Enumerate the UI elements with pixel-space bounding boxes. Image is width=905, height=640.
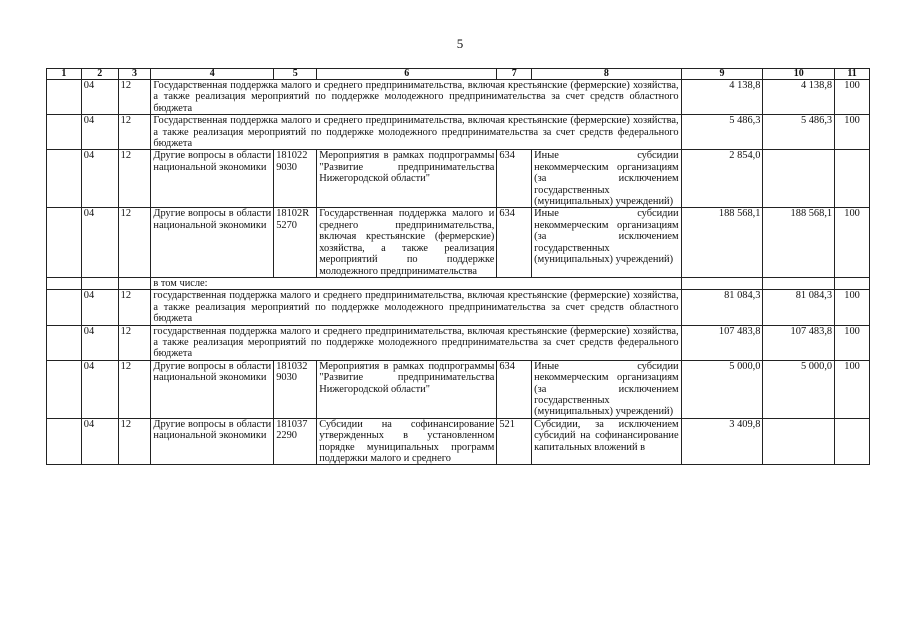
- cell-percent: 100: [835, 80, 870, 115]
- page-number: 5: [456, 36, 464, 51]
- header-col-10: 10: [763, 69, 835, 80]
- cell-percent: 100: [835, 208, 870, 277]
- header-col-3: 3: [118, 69, 151, 80]
- cell-planned: 4 138,8: [681, 80, 763, 115]
- cell-subsection: 12: [118, 418, 151, 465]
- cell-subsection: [118, 277, 151, 289]
- cell-subsection: 12: [118, 208, 151, 277]
- table-row: [47, 208, 870, 277]
- cell-actual: 4 138,8: [763, 80, 835, 115]
- cell-section: 04: [81, 80, 118, 115]
- cell-expense-code: 634: [497, 150, 532, 208]
- cell-col-1: [47, 418, 82, 465]
- cell-section: 04: [81, 360, 118, 418]
- cell-expense-code: 634: [497, 360, 532, 418]
- cell-subsection: 12: [118, 360, 151, 418]
- cell-section-name: Другие вопросы в области национальной экономики: [151, 150, 274, 208]
- cell-subsection: 12: [118, 290, 151, 325]
- cell-planned: 5 486,3: [681, 115, 763, 150]
- cell-percent: [835, 150, 870, 208]
- cell-col-1: [47, 290, 82, 325]
- cell-percent: 100: [835, 325, 870, 360]
- cell-col-1: [47, 150, 82, 208]
- cell-subsection: 12: [118, 80, 151, 115]
- cell-percent: [835, 418, 870, 465]
- cell-expense-code: 521: [497, 418, 532, 465]
- cell-planned: [681, 277, 763, 289]
- header-col-7: 7: [497, 69, 532, 80]
- cell-description: государственная поддержка малого и среднего предпринимательства, включая крестьянские (фермерские) хозяйства, а также реализация мероприятий по поддержке молодежного предпринимательства за счет средств федерального бюджета: [151, 325, 681, 360]
- cell-col-1: [47, 208, 82, 277]
- cell-percent: 100: [835, 360, 870, 418]
- header-col-9: 9: [681, 69, 763, 80]
- cell-expense-name: Иные субсидии некоммерческим организациям (за исключением государственных (муниципальных) учреждений): [532, 208, 681, 277]
- cell-actual: [763, 277, 835, 289]
- cell-planned: 5 000,0: [681, 360, 763, 418]
- header-col-2: 2: [81, 69, 118, 80]
- cell-target-name: Субсидии на софинансирование утвержденных в установленном порядке муниципальных программ поддержки малого и среднего: [317, 418, 497, 465]
- cell-section-name: Другие вопросы в области национальной экономики: [151, 208, 274, 277]
- including-label: в том числе:: [151, 277, 681, 289]
- table-row: [47, 80, 870, 115]
- cell-percent: 100: [835, 115, 870, 150]
- cell-actual: 5 486,3: [763, 115, 835, 150]
- cell-actual: 5 000,0: [763, 360, 835, 418]
- cell-section-name: Другие вопросы в области национальной экономики: [151, 360, 274, 418]
- header-col-6: 6: [317, 69, 497, 80]
- cell-col-1: [47, 277, 82, 289]
- cell-target-code: 181022 9030: [274, 150, 317, 208]
- cell-actual: [763, 418, 835, 465]
- table-row: [47, 418, 870, 465]
- header-col-5: 5: [274, 69, 317, 80]
- cell-target-code: 18102R 5270: [274, 208, 317, 277]
- cell-subsection: 12: [118, 115, 151, 150]
- table-row-subheading: [47, 277, 870, 289]
- cell-expense-name: Иные субсидии некоммерческим организациям (за исключением государственных (муниципальных) учреждений): [532, 360, 681, 418]
- cell-expense-code: 634: [497, 208, 532, 277]
- cell-col-1: [47, 115, 82, 150]
- cell-section-name: Другие вопросы в области национальной экономики: [151, 418, 274, 465]
- cell-section: 04: [81, 325, 118, 360]
- cell-section: 04: [81, 115, 118, 150]
- cell-expense-name: Иные субсидии некоммерческим организациям (за исключением государственных (муниципальных) учреждений): [532, 150, 681, 208]
- cell-target-code: 181032 9030: [274, 360, 317, 418]
- header-col-1: 1: [47, 69, 82, 80]
- cell-subsection: 12: [118, 150, 151, 208]
- cell-section: [81, 277, 118, 289]
- cell-section: 04: [81, 208, 118, 277]
- cell-col-1: [47, 80, 82, 115]
- header-col-8: 8: [532, 69, 681, 80]
- cell-actual: 107 483,8: [763, 325, 835, 360]
- cell-section: 04: [81, 290, 118, 325]
- cell-actual: [763, 150, 835, 208]
- budget-table: [46, 68, 870, 465]
- cell-planned: 107 483,8: [681, 325, 763, 360]
- cell-target-code: 181037 2290: [274, 418, 317, 465]
- cell-col-1: [47, 360, 82, 418]
- cell-target-name: Мероприятия в рамках подпрограммы "Развитие предпринимательства Нижегородской области": [317, 360, 497, 418]
- cell-planned: 188 568,1: [681, 208, 763, 277]
- cell-actual: 81 084,3: [763, 290, 835, 325]
- cell-subsection: 12: [118, 325, 151, 360]
- cell-planned: 81 084,3: [681, 290, 763, 325]
- cell-target-name: Мероприятия в рамках подпрограммы "Развитие предпринимательства Нижегородской области": [317, 150, 497, 208]
- cell-col-1: [47, 325, 82, 360]
- header-col-4: 4: [151, 69, 274, 80]
- header-row: [47, 69, 870, 80]
- table-row: [47, 115, 870, 150]
- cell-percent: 100: [835, 290, 870, 325]
- cell-expense-name: Субсидии, за исключением субсидий на софинансирование капитальных вложений в: [532, 418, 681, 465]
- table-row: [47, 360, 870, 418]
- cell-description: государственная поддержка малого и среднего предпринимательства, включая крестьянские (фермерские) хозяйства, а также реализация мероприятий по поддержке молодежного предпринимательства за счет средств областного бюджета: [151, 290, 681, 325]
- table-row: [47, 150, 870, 208]
- table-row: [47, 325, 870, 360]
- cell-actual: 188 568,1: [763, 208, 835, 277]
- cell-planned: 3 409,8: [681, 418, 763, 465]
- header-col-11: 11: [835, 69, 870, 80]
- cell-section: 04: [81, 150, 118, 208]
- cell-description: Государственная поддержка малого и среднего предпринимательства, включая крестьянские (фермерские) хозяйства, а также реализация мероприятий по поддержке молодежного предпринимательства за счет средств федерального бюджета: [151, 115, 681, 150]
- cell-percent: [835, 277, 870, 289]
- cell-description: Государственная поддержка малого и среднего предпринимательства, включая крестьянские (фермерские) хозяйства, а также реализация мероприятий по поддержке молодежного предпринимательства за счет средств областного бюджета: [151, 80, 681, 115]
- cell-section: 04: [81, 418, 118, 465]
- cell-target-name: Государственная поддержка малого и среднего предпринимательства, включая крестьянские (фермерские) хозяйства, а также реализация мероприятий по поддержке молодежного предпринимательства: [317, 208, 497, 277]
- table-row: [47, 290, 870, 325]
- cell-planned: 2 854,0: [681, 150, 763, 208]
